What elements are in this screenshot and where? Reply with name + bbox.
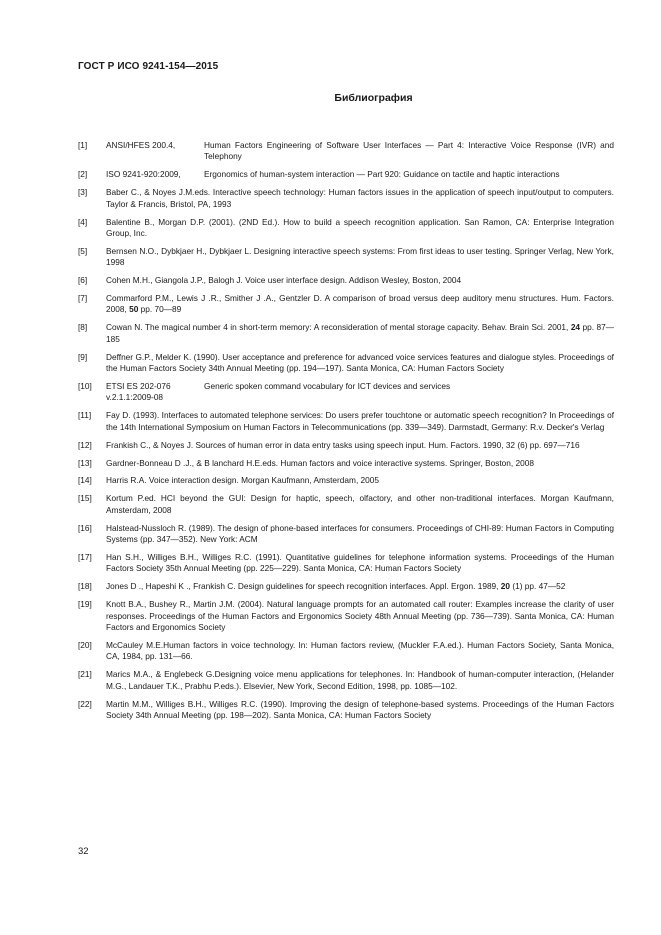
reference-item [78,187,614,210]
reference-item [78,217,614,240]
reference-number: [12] [78,439,92,450]
standard-title: Ergonomics of human-system interaction — Part 920: Guidance on tactile and haptic interactions [204,169,560,180]
page-number: 32 [78,846,89,857]
reference-item [78,275,614,286]
reference-text-start: Jones D ., Hapeshi K ., Frankish C. Design guidelines for speech recognition interfaces. Appl. Ergon. 1989, [106,581,501,592]
reference-item [78,523,614,546]
reference-text: Bernsen N.O., Dybkjaer H., Dybkjaer L. Designing interactive speech systems: From first ideas to user testing. Springer Verlag, New York, 1998 [106,245,614,268]
volume-number: 24 [570,322,581,333]
reference-text: McCauley M.E.Human factors in voice technology. In: Human factors review, (Muckler F.A.ed.). Human Factors Society, Santa Monica, CA, 1984, pp. 131—66. [106,639,614,662]
reference-number: [9] [78,351,88,362]
reference-number: [21] [78,669,92,680]
reference-text: Deffner G.P., Melder K. (1990). User acceptance and preference for advanced voice services features and dialogue styles. Proceedings of the Human Factors Society 34th Annual Meeting (pp. 194—197). Santa Monica, CA: Human Factors Society [106,351,614,374]
reference-text: Baber C., & Noyes J.M.eds. Interactive speech technology: Human factors issues in the application of speech input/output to computers. Taylor & Francis, Bristol, PA, 1993 [106,187,614,209]
reference-number: [22] [78,698,92,709]
reference-number: [13] [78,457,92,468]
reference-number: [15] [78,493,92,504]
volume-number: 20 [500,581,511,592]
reference-number: [10] [78,381,92,391]
reference-text: Han S.H., Williges B.H., Williges R.C. (1991). Quantitative guidelines for telephone information systems. Proceedings of the Human Factors Society 35th Annual Meeting (pp. 225—229). Santa Monica, CA: Human Factors Society [106,551,614,574]
reference-number: [5] [78,245,88,256]
reference-number: [4] [78,216,88,227]
reference-item [78,381,614,404]
reference-text [106,581,614,592]
reference-item [78,458,614,469]
reference-text: Marics M.A., & Englebeck G.Designing voice menu applications for telephones. In: Handbook of human-computer interaction, (Helander M.G., Landauer T.K., Prabhu P.eds.). Elsevier, New York, Second Edition, 1998, pp. 1085—102. [106,669,614,691]
reference-text-start: Cowan N. The magical number 4 in short-term memory: A reconsideration of mental storage capacity. Behav. Brain Sci. 2001, [106,322,571,333]
reference-list [78,140,614,728]
reference-number: [20] [78,639,92,650]
reference-item [78,440,614,451]
reference-text-end: (1) pp. 47—52 [510,581,566,592]
standard-code: ETSI ES 202-076 v.2.1.1:2009-08 [106,381,171,403]
reference-number: [2] [78,169,88,180]
reference-text: Frankish C., & Noyes J. Sources of human error in data entry tasks using speech input. Hum. Factors. 1990, 32 (6) pp. 697—716 [106,439,580,450]
reference-item [78,246,614,269]
reference-text: Gardner-Bonneau D .J., & B lanchard H.E.eds. Human factors and voice interactive systems. Springer, Boston, 2008 [106,457,534,468]
standard-title: Generic spoken command vocabulary for ICT devices and services [204,381,451,391]
reference-item [78,599,614,633]
reference-text: Balentine B., Morgan D.P. (2001). (2ND Ed.). How to build a speech recognition application. San Ramon, CA: Enterprise Integration Group, Inc. [106,216,614,238]
reference-item [78,669,614,692]
reference-text-end: pp. 70—89 [138,304,182,315]
reference-item [78,493,614,516]
document-header: ГОСТ Р ИСО 9241-154—2015 [78,61,219,72]
reference-text: Martin M.M., Williges B.H., Williges R.C. (1990). Improving the design of telephone-based systems. Proceedings of the Human Factors Society 34th Annual Meeting (pp. 198—202). Santa Monica, CA: Human Factors Society [106,698,614,720]
reference-item [78,293,614,316]
reference-text: Halstead-Nussloch R. (1989). The design of phone-based interfaces for consumers. Proceedings of CHI-89: Human Factors in Computing Systems (pp. 347—352). New York: ACM [106,522,614,545]
reference-text [106,322,614,345]
reference-number: [3] [78,187,88,198]
reference-item [78,552,614,575]
reference-text: Knott B.A., Bushey R., Martin J.M. (2004). Natural language prompts for an automated call router: Examples increase the clarity of user responses. Proceedings of the Human Factors and Ergonomics Society 48th Annual Meeting (pp. 736—739). Santa Monica, CA: Human Factors and Ergonomics Society [106,599,614,632]
reference-item [78,169,614,180]
reference-text-end: pp. 87—185 [106,322,615,344]
reference-text-start: Commarford P.M., Lewis J .R., Smither J .A., Gentzler D. A comparison of broad versus deep auditory menu structures. Hum. Factors. 2008, [106,293,614,315]
reference-number: [7] [78,293,88,304]
reference-number: [16] [78,522,92,533]
reference-number: [6] [78,275,88,286]
standard-code: ISO 9241-920:2009, [106,169,181,180]
standard-code: ANSI/HFES 200.4, [106,140,176,150]
reference-text: Harris R.A. Voice interaction design. Morgan Kaufmann, Amsterdam, 2005 [106,475,380,486]
reference-item [78,640,614,663]
reference-number: [18] [78,581,92,592]
reference-number: [17] [78,551,92,562]
bibliography-title: Библиография [334,92,413,104]
reference-item [78,322,614,345]
reference-item [78,475,614,486]
reference-item [78,410,614,433]
reference-text [106,293,614,316]
reference-number: [1] [78,140,88,150]
reference-number: [19] [78,599,92,610]
reference-text: Fay D. (1993). Interfaces to automated telephone services: Do users prefer touchtone or automatic speech recognition? In Proceedings of the 14th International Symposium on Human Factors in Telecommunications (pp. 339—349). Darmstadt, Germany: R.v. Decker's Verlag [106,410,614,432]
reference-number: [8] [78,322,88,333]
reference-item [78,581,614,592]
reference-item [78,699,614,722]
reference-number: [11] [78,410,92,421]
reference-text: Cohen M.H., Giangola J.P., Balogh J. Voice user interface design. Addison Wesley, Boston, 2004 [106,275,462,286]
volume-number: 50 [129,304,139,315]
reference-item [78,352,614,375]
reference-number: [14] [78,475,92,486]
standard-title: Human Factors Engineering of Software User Interfaces — Part 4: Interactive Voice Response (IVR) and Telephony [204,140,614,162]
reference-item [78,140,614,163]
reference-text: Kortum P.ed. HCI beyond the GUI: Design for haptic, speech, olfactory, and other non-traditional interfaces. Morgan Kaufmann, Amsterdam, 2008 [106,493,614,515]
